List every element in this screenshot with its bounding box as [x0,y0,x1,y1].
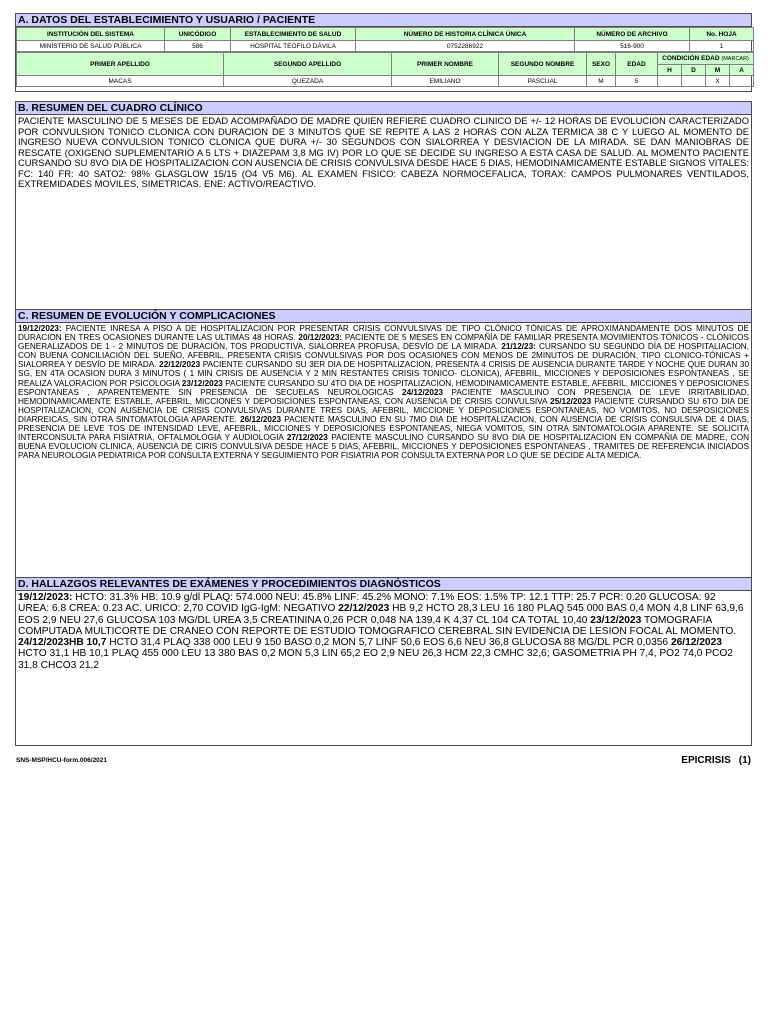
value-institucion: MINISTERIO DE SALUD PÚBLICA [17,41,165,52]
evolution-date: 26/12/2023 [240,414,282,424]
condicion-edad-label: CONDICIÓN EDAD [662,55,720,62]
clinical-summary-text: PACIENTE MASCULINO DE 5 MESES DE EDAD ACOMPAÑADO DE MADRE QUIEN REFIERE CUADRO CLINICO DE +/- 12 HORAS DE EVOLUCION CARACTERIZADO POR CONVULSION TONICO CLONICA CON DURACION DE 3 MINUTOS QUE SE REPITE A LAS 2 HORAS CON ALZA TERMICA 38 C Y LUEGO AL MOMENTO DE INGRESO NUEVA CONVULSION TONICO CLONICA QUE DURA +/- 30 SEGUNDOS CON SIALORREA Y DESVIACION DE LA MIRADA. SE DAN MANIOBRAS DE RESCATE (OXIGENO SUPLEMENTARIO A 5 LTS + DIAZEPAM 3,8 MG IV) POR LO QUE SE DECIDE SU INGRESO A ESTA CASA DE SALUD. AL MOMENTO PACIENTE CURSANDO SU 8VO DIA DE HOSPITALIZACION CON AUSENCIA DE CRISIS CONVULSIVA DESDE HACE 5 DIAS, HEMODINAMICAMENTE ESTABLE SIGNOS VITALES: FC: 140 FR: 40 SATO2: 98% GLASGLOW 15/15 (O4 V5 M6). AL EXAMEN FISICO: CABEZA NORMOCEFALICA, TORAX: CAMPOS PULMONARES VENTILADOS, EXTREMIDADES MOVILES, SIMETRICAS. ENE: ACTIVO/REACTIVO. [18,115,749,189]
finding-date: 22/12/2023 [338,603,390,615]
section-a-title: A. DATOS DEL ESTABLECIMIENTO Y USUARIO / PACIENTE [16,14,751,27]
evolution-note: PACIENTE MASCULINO CURSANDO SU 8VO DIA DE HOSPITALIZACION EN COMPAÑIA DE MADRE, CON BUENA EVOLUCION CLINICA, AUSENCIA DE CIRIS CONVULSIVA DESDE HACE 5 DIAS, AFEBRIL, MICCIONES Y DEPOSICIONES ESPONTANEAS , TRAMITES DE REFERENCIA INICIADOS PARA NEUROLOGIA PEDIATRICA POR CONSULTA EXTERNA Y SEGUIMIENTO POR FISIATRIA POR CONSULTA EXTERNA POR LO QUE SE DECIDE ALTA MEDICA. [18,433,749,461]
section-c-title: C. RESUMEN DE EVOLUCIÓN Y COMPLICACIONES [16,310,751,323]
header-sexo: SEXO [587,53,616,76]
header-cond-a: A [730,65,754,76]
evolution-note: CURSANDO SU SEGUNDO DÍA DE HOSPITALIACION, CON BUENA CONCILIACIÓN DEL SUEÑO, AFEBRIL, PRESENTA CRISIS CONVULSIVAS POR DOS OCASIONES CON MENOS DE 2MINUTOS DE DURACIÓN, TIPO CLONICO-TÓNICAS + SIALORREA Y DESVÍO DE MIRADA. [18,342,749,370]
value-edad: 5 [616,76,658,87]
header-primer-nombre: PRIMER NOMBRE [392,53,499,76]
header-institucion: INSTITUCIÓN DEL SISTEMA [17,28,165,41]
evolution-note: PACIENTE CURSANDO SU 6TO DIA DE HOSPITALIZACION, CON AUSENCIA DE CRISIS CONVULSIVAS DURANTE TRES DIAS, AFEBRIL, MICCIONE Y DEPOSICIONES ESPONTANEAS, NO VOMITOS, NO DESPOSICIONES DIARREICAS, SIN OTRA SINTOMATOLOGIA APARENTE. [18,396,749,424]
finding-date: 23/12/2023 [590,614,642,626]
section-resumen-cuadro-clinico [15,101,752,311]
evolution-date: 19/12/2023: [18,324,62,333]
evolution-date: 24/12/2023 [402,387,444,397]
header-cond-m: M [706,65,730,76]
evolution-date: 25/12/2023 [550,396,592,406]
header-segundo-nombre: SEGUNDO NOMBRE [499,53,587,76]
finding-note: HB 9,2 HCTO 28,3 LEU 16 180 PLAQ 545 000 BAS 0,4 MON 4,8 LINF 63,9,6 EOS 2,9 NEU 27,6 GLUCOSA 103 MG/DL UREA 3,5 CREATININA 0,26 PCR 0,048 NA 139,4 K 4,37 CL 104 CA TOTAL 10,40 [18,603,744,626]
evolution-note: PACIENTE MASCULINO EN SU 7MO DIA DE HOSPITALIZACION, CON AUSENCIA DE CRISIS CONSULSIVA DE 4 DIAS, PRESENCIA DE LEVE TOS DE INTENSIDAD LEVE, AFEBRIL, MICCIONES Y DEPOSICIONES ESPONTANEAS, NIEGA VOMITOS, SIN OTRA SINTOMATOLOGIA APARENTE. SE SOLICITA INTERCONSULTA PARA FISIATRIA, OFTALMOLOGIA Y AUDIOLOGIA [18,414,749,443]
value-establecimiento: HOSPITAL TEÓFILO DÁVILA [231,41,356,52]
header-cond-h: H [658,65,682,76]
header-edad: EDAD [616,53,658,76]
value-primer-apellido: MACAS [17,76,224,87]
evolution-text [16,323,751,461]
value-segundo-nombre: PASCUAL [499,76,587,87]
value-historia-clinica: 0752286922 [356,41,575,52]
evolution-date: 22/12/2023 [159,360,201,370]
form-title [681,755,751,766]
section-d-title: D. HALLAZGOS RELEVANTES DE EXÁMENES Y PROCEDIMIENTOS DIAGNÓSTICOS [16,578,751,591]
value-sexo: M [587,76,616,87]
finding-note: TOMOGRAFIA COMPUTADA MULTICORTE DE CRANEO CON REPORTE DE ESTUDIO TOMOGRAFICO CEREBRAL SIN EVIDENCIA DE LESION FOCAL AL MOMENTO. [18,614,737,637]
value-cond-h [658,76,682,87]
header-condicion-edad [658,53,754,65]
finding-note: HCTO 31,1 HB 10,1 PLAQ 455 000 LEU 13 380 BAS 0,2 MON 5,3 LIN 65,2 EO 2,9 NEU 26,3 HCM 22,3 CMHC 32,6; GASOMETRIA PH 7,4, PO2 74,0 PCO2 31,8 CHCO3 21,2 [18,648,733,671]
finding-note: HCTO: 31.3% HB: 10.9 g/dl PLAQ: 574.000 NEU: 45.8% LINF: 45.2% MONO: 7.1% EOS: 1.5% TP: 12.1 TTP: 25.7 PCR: 0.20 GLUCOSA: 92 UREA: 6.8 CREA: 0.23 AC. URICO: 2,70 COVID IgG-IgM: NEGATIVO [18,592,716,615]
evolution-note: PACIENTE DE 5 MESES EN COMPAÑÍA DE FAMILIAR PRESENTA MOVIMIENTOS TÓNICOS - CLÓNICOS GENERALIZADOS DE 1 - 2 MINUTOS DE DURACIÓN, TOS PRODUCTIVA, SIALORREA PROFUSA, DESVÍO DE LA MIRADA. [18,333,749,352]
value-cond-a [730,76,754,87]
value-unicodigo: 586 [165,41,231,52]
header-numero-archivo: NÚMERO DE ARCHIVO [575,28,690,41]
header-segundo-apellido: SEGUNDO APELLIDO [224,53,392,76]
value-no-hoja: 1 [690,41,754,52]
value-numero-archivo: 516-900 [575,41,690,52]
finding-date: 19/12/2023: [18,592,73,603]
evolution-date: 21/12/23: [501,342,536,352]
header-no-hoja: No. HOJA [690,28,754,41]
findings-text [16,591,751,672]
value-segundo-apellido: QUEZADA [224,76,392,87]
section-establecimiento-paciente [15,13,752,92]
evolution-date: 27/12/2023 [286,433,328,443]
finding-note: HCTO 31,4 PLAQ 338 000 LEU 9 150 BASO 0,2 MON 5,7 LINF 50,6 EOS 6,6 NEU 36,8 GLUCOSA 88 MG/DL PCR 0,0356 [106,637,671,649]
header-cond-d: D [682,65,706,76]
evolution-date: 23/12/2023 [181,378,223,388]
establishment-table [16,27,754,52]
page-number: (1) [738,755,751,766]
value-cond-d [682,76,706,87]
evolution-note: PACIENTE MASCULINO CON PRESENCIA DE LEVE IRRITABILIDAD, HEMODINAMICAMENTE ESTABLE, AFEBRIL, MICCIONES Y DEPOSICIONES ESPONTANEAS, CON AUSENCIA DE CRISIS CONVULSIVA [18,387,749,406]
header-establecimiento: ESTABLECIMIENTO DE SALUD [231,28,356,41]
section-b-title: B. RESUMEN DEL CUADRO CLÍNICO [16,102,751,115]
form-code: SNS-MSP/HCU-form.006/2021 [16,757,108,764]
header-unicodigo: UNICÓDIGO [165,28,231,41]
finding-date: 26/12/2023 [670,637,722,649]
finding-date: 24/12/2023HB 10,7 [18,637,107,649]
value-cond-m: X [706,76,730,87]
evolution-date: 20/12/2023: [298,333,343,343]
patient-table [16,52,754,87]
section-resumen-evolucion [15,309,752,579]
form-name: EPICRISIS [681,755,731,766]
evolution-note: PACIENTE CURSANDO SU 3ER DIA DE HOSPITALIZACION, PRESENTA 4 CRISIS DE AUSENCIA DURANTE TARDE Y NOCHE QUE DURAN 30 SG, EN 4TA OCASION DURA 3 MINUTOS ( 1 MIN CRISIS DE AUSENCIA Y 2 MIN RESTANTES CRISIS TONICO- CLONICA), AFEBRIL, MICCIONES Y DEPOSICIONES ESPONTANEAS , SE REALIZA VALORACION POR PSICOLOGIA [18,360,749,388]
header-primer-apellido: PRIMER APELLIDO [17,53,224,76]
condicion-edad-sub: (MARCAR) [721,56,749,62]
section-hallazgos-examenes [15,577,752,746]
header-historia-clinica: NÚMERO DE HISTORIA CLÍNICA ÚNICA [356,28,575,41]
evolution-note: PACIENTE INRESA A PISO A DE HOSPITALIZACION POR PRESENTAR CRISIS CONVULSIVAS DE TIPO CLÓNICO TÓNICAS DE APROXIMANDAMENTE DOS MINUTOS DE DURACION EN TRES OCASIONES DURANTE LAS ULTIMAS 48 HORAS. [18,324,749,343]
value-primer-nombre: EMILIANO [392,76,499,87]
evolution-note: PACIENTE CURSANDO SU 4TO DIA DE HOSPITALIZACION, HEMODINAMICAMENTE ESTABLE, AFEBRIL, MICCIONES Y DEPOSICIONES ESPONTANEAS , APARENTEMENTE SIN PRESENCIA DE SECUELAS NEUROLOGICAS [18,378,749,397]
